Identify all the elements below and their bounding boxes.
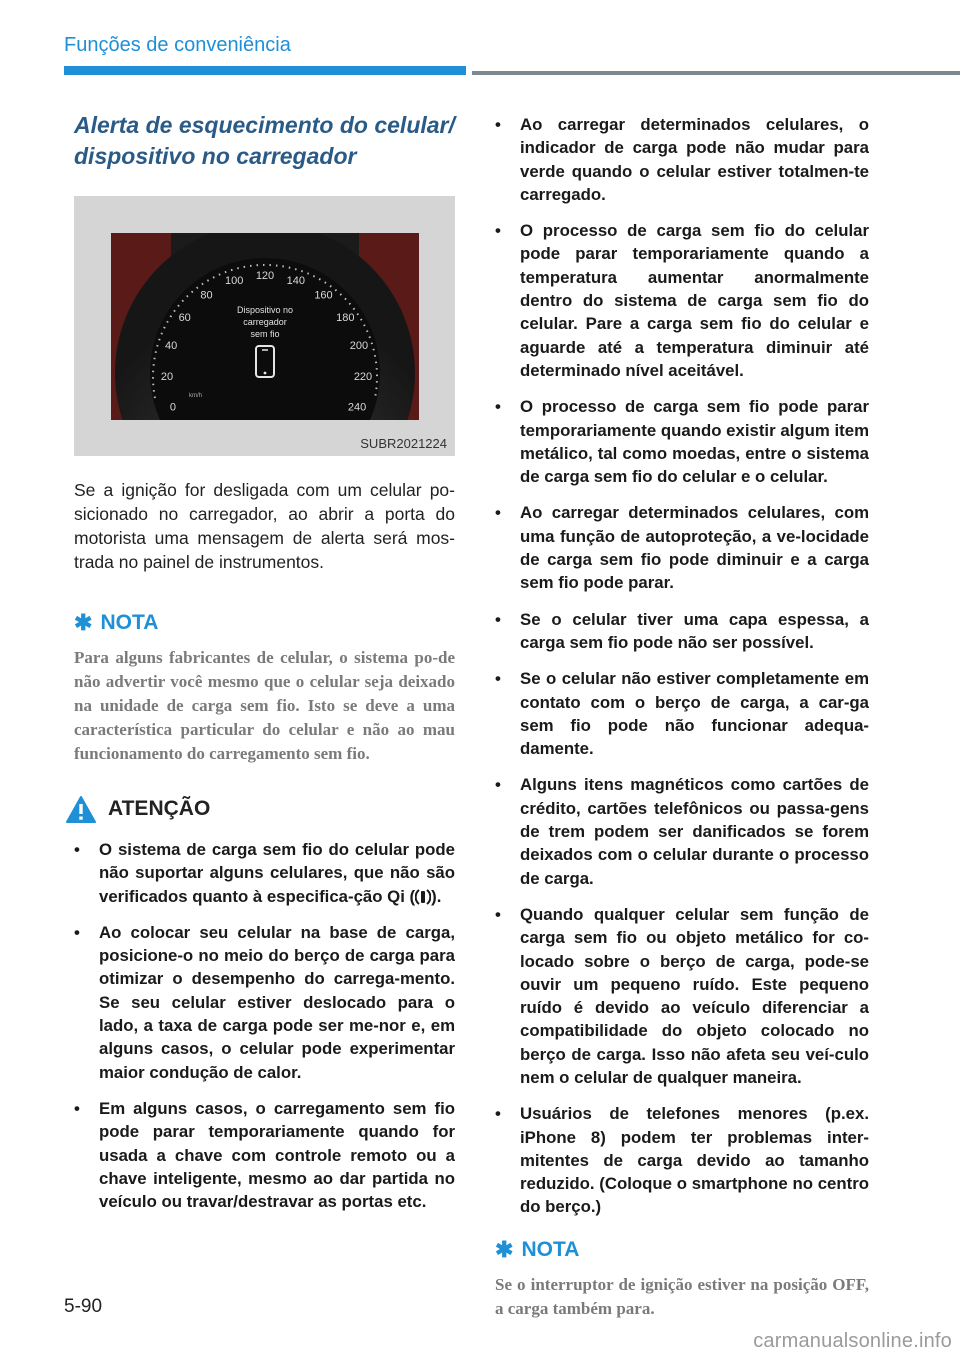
left-column [74,110,455,1226]
note-heading-label: NOTA [100,611,159,634]
display-line-1: Dispositivo no [236,305,294,315]
speed-tick-label: 160 [314,289,333,302]
list-item: • Se o celular tiver uma capa espessa, a carga sem fio pode não ser possível. [495,608,869,655]
instrument-cluster-image [111,233,419,420]
speed-tick-label: 200 [349,339,369,352]
list-item: • O processo de carga sem fio pode parar temporariamente quando existir algum item metálico, tal como moedas, entre o sistema de carga sem fio do celular e o celular. [495,395,869,488]
intro-paragraph: Se a ignição for desligada com um celular po-sicionado no carregador, ao abrir a porta do motorista uma mensagem de alerta será mos-trada no painel de instrumentos. [74,480,455,572]
cross-star-icon: ✱ [495,1236,514,1262]
list-item: • O processo de carga sem fio do celular pode parar temporariamente quando a temperatura aumentar anormalmente dentro do sistema de carga sem fio do celular. Pare a carga sem fio do celular e aguarde até a temperatura diminuir até determinado nível aceitável. [495,219,869,382]
speed-tick-label: 120 [255,270,275,282]
speed-tick-label: 140 [286,275,305,287]
unit-label: km/h [189,393,203,399]
warning-triangle-icon [64,794,98,824]
list-item: • Usuários de telefones menores (p.ex. iPhone 8) podem ter problemas inter-mitentes de carga devido ao tamanho reduzido. (Coloque o smartphone no centro do berço.) [495,1102,869,1218]
qi-wireless-icon [415,887,431,907]
list-item: • Se o celular não estiver completamente em contato com o berço de carga, a car-ga sem fio pode não funcionar adequa-damente. [495,667,869,760]
speed-tick-label: 0 [169,401,176,414]
figure-code: SUBR2021224 [360,436,447,451]
cross-star-icon: ✱ [74,610,93,635]
header-bar-grey [472,71,960,75]
page-number: 5-90 [64,1296,103,1317]
list-item: • Ao colocar seu celular na base de carga, posicione-o no meio do berço de carga para otimizar o desempenho do carrega-mento. Se seu celular estiver deslocado para o lado, a taxa de carga pode ser me-nor e, em alguns casos, o celular pode experimentar maior condução de calor. [74,921,455,1084]
list-item: • Ao carregar determinados celulares, o indicador de carga pode não mudar para verde quando o celular estiver totalmen-te carregado. [495,113,869,206]
cluster-figure [74,196,455,456]
list-item: • Quando qualquer celular sem função de carga sem fio ou objeto metálico for co-locado sobre o berço de carga, pode-se ouvir um pequeno ruído. Este pequeno ruído é devido ao veículo diferenciar a compatibilidade do objeto colocado no berço de carga. Isso não afeta seu veí-culo nem o celular de qualquer maneira. [495,903,869,1089]
watermark: carmanualsonline.info [753,1330,952,1352]
speed-tick-label: 20 [160,370,174,383]
list-item: • Alguns itens magnéticos como cartões de crédito, cartões telefônicos ou passa-gens de trem podem ser danificados se forem deixados com o celular durante o processo de carga. [495,773,869,889]
list-item: • Em alguns casos, o carregamento sem fio pode parar temporariamente quando for usada a chave com controle remoto ou a chave inteligente, mesmo ao dar partida no veículo ou travar/destravar as portas etc. [74,1097,455,1213]
header-bar-blue [64,66,466,75]
list-item [74,838,455,908]
speed-tick-label: 80 [200,289,213,302]
speed-tick-label: 60 [178,311,191,324]
speed-tick-label: 240 [347,401,367,414]
note-body: Se o interruptor de ignição estiver na posição OFF, a carga também para. [495,1274,869,1318]
note-heading-label: NOTA [521,1237,580,1261]
caution-heading-label: ATENÇÃO [108,797,211,820]
section-title: Alerta de esquecimento do celular/ dispositivo no carregador [74,112,455,169]
note-heading [74,610,455,636]
list-item-text: O sistema de carga sem fio do celular pode não suportar alguns celulares, que não são verificados quanto à especifica-ção Qi ( [99,840,455,906]
caution-list [74,838,455,1213]
speed-tick-label: 180 [336,311,355,324]
list-item-text: ). [431,886,442,906]
caution-heading [74,794,455,824]
note-body: Para alguns fabricantes de celular, o sistema po-de não advertir você mesmo que o celular seja deixado na unidade de carga sem fio. Isto se deve a uma característica particular do celular e não ao mau funcionamento do carregamento sem fio. [74,648,455,763]
header-title: Funções de conveniência [64,34,291,56]
right-list [495,113,869,1219]
display-line-3: sem fio [250,329,280,339]
speed-tick-label: 220 [353,370,373,383]
right-column [495,113,869,1321]
display-line-2: carregador [243,317,287,327]
list-item: • Ao carregar determinados celulares, com uma função de autoproteção, a ve-locidade de carga sem fio pode diminuir e a carga sem fio pode parar. [495,501,869,594]
note-heading [495,1237,869,1263]
speed-tick-label: 40 [164,339,178,352]
speed-tick-label: 100 [225,275,244,287]
